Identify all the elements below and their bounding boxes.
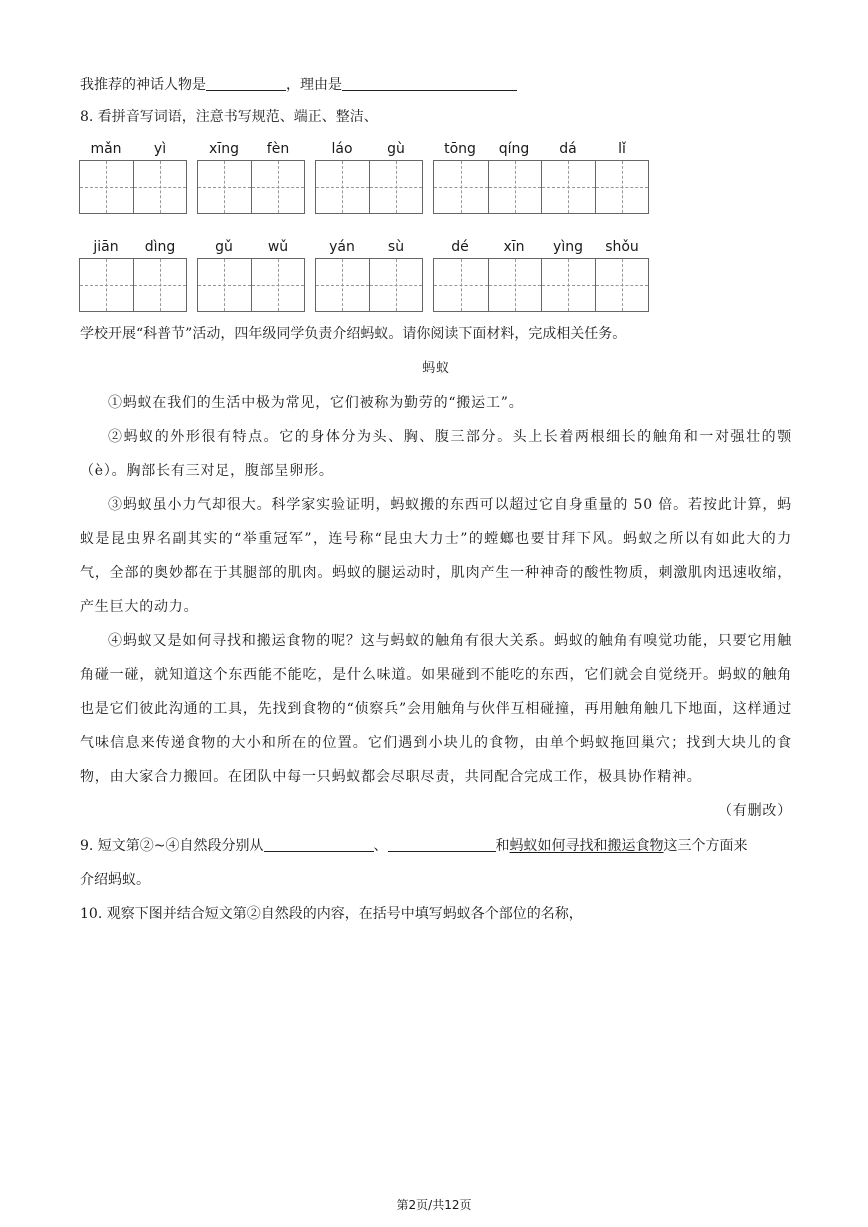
writing-cell[interactable] (541, 161, 595, 213)
q9-line-2: 介绍蚂蚁。 (80, 872, 150, 888)
pinyin: yì (153, 141, 167, 157)
writing-cell[interactable] (595, 161, 649, 213)
pinyin: dá (559, 141, 577, 157)
q9-part2: 和 (495, 838, 510, 854)
pinyin: xīng (209, 141, 239, 157)
pinyin: mǎn (90, 141, 122, 157)
pinyin: dìng (144, 239, 176, 255)
passage-paragraph-2: ②蚂蚁的外形很有特点。它的身体分为头、胸、腹三部分。头上长着两根细长的触角和一对强壮的颚（è）。胸部长有三对足，腹部呈卵形。 (80, 429, 792, 479)
writing-cell[interactable] (80, 161, 133, 213)
pinyin: gù (387, 141, 405, 157)
pinyin: tōng (444, 141, 476, 157)
writing-box-group (433, 258, 649, 312)
pinyin-row-1 (0, 141, 868, 161)
q9-underlined: 蚂蚁如何寻找和搬运食物 (509, 838, 664, 854)
passage-title: 蚂蚁 (422, 361, 450, 376)
pinyin: sù (387, 239, 405, 255)
writing-cell[interactable] (316, 161, 369, 213)
writing-cell[interactable] (434, 161, 488, 213)
writing-cell[interactable] (198, 259, 251, 311)
writing-box-group (197, 160, 305, 214)
writing-box-group (433, 160, 649, 214)
pinyin: yán (329, 239, 355, 255)
q9-part1: 9. 短文第②~④自然段分别从 (80, 838, 264, 854)
writing-cell[interactable] (488, 259, 542, 311)
writing-cell[interactable] (251, 259, 304, 311)
q9-line-1 (80, 837, 748, 855)
passage-paragraph-3: ③蚂蚁虽小力气却很大。科学家实验证明，蚂蚁搬的东西可以超过它自身重量的 50 倍。若按此计算，蚂蚁是昆虫界名副其实的“举重冠军”，连号称“昆虫大力士”的螳螂也要甘拜下风。蚂蚁之所以有如此大的力气，全部的奥妙都在于其腿部的肌肉。蚂蚁的腿运动时，肌肉产生一种神奇的酸性物质，刺激肌肉迅速收缩，产生巨大的动力。 (80, 497, 792, 615)
passage-paragraph-4: ④蚂蚁又是如何寻找和搬运食物的呢？这与蚂蚁的触角有很大关系。蚂蚁的触角有嗅觉功能，只要它用触角碰一碰，就知道这个东西能不能吃，是什么味道。如果碰到不能吃的东西，它们就会自觉绕开。蚂蚁的触角也是它们彼此沟通的工具，先找到食物的“侦察兵”会用触角与伙伴互相碰撞，再用触角触几下地面，这样通过气味信息来传递食物的大小和所在的位置。它们遇到小块儿的食物，由单个蚂蚁拖回巢穴；找到大块儿的食物，由大家合力搬回。在团队中每一只蚂蚁都会尽职尽责，共同配合完成工作，极具协作精神。 (80, 633, 792, 785)
recommend-blank-2[interactable] (342, 76, 517, 91)
page-footer: 第2页/共12页 (396, 1198, 472, 1212)
writing-cell[interactable] (369, 161, 422, 213)
recommend-middle: ，理由是 (286, 77, 342, 93)
passage-note: （有删改） (718, 803, 792, 819)
pinyin: fèn (266, 141, 290, 157)
writing-cell[interactable] (198, 161, 251, 213)
writing-box-group (315, 160, 423, 214)
writing-cell[interactable] (369, 259, 422, 311)
pinyin: dé (451, 239, 469, 255)
writing-cell[interactable] (434, 259, 488, 311)
q10-text: 10. 观察下图并结合短文第②自然段的内容，在括号中填写蚂蚁各个部位的名称， (80, 906, 583, 922)
pinyin: qíng (498, 141, 530, 157)
writing-cell[interactable] (133, 259, 186, 311)
writing-box-group (197, 258, 305, 312)
passage-paragraph-1: ①蚂蚁在我们的生活中极为常见，它们被称为勤劳的“搬运工”。 (108, 395, 524, 411)
pinyin: xīn (503, 239, 525, 255)
reading-intro: 学校开展“科普节”活动，四年级同学负责介绍蚂蚁。请你阅读下面材料，完成相关任务。 (80, 326, 627, 342)
q9-blank-1[interactable] (264, 837, 374, 852)
writing-cell[interactable] (541, 259, 595, 311)
writing-cell[interactable] (316, 259, 369, 311)
q9-blank-2[interactable] (388, 837, 496, 852)
writing-cell[interactable] (488, 161, 542, 213)
pinyin: láo (331, 141, 353, 157)
writing-cell[interactable] (80, 259, 133, 311)
recommend-line (80, 76, 517, 94)
writing-cell[interactable] (251, 161, 304, 213)
pinyin: yìng (553, 239, 583, 255)
pinyin: wǔ (267, 239, 289, 255)
writing-box-group (79, 258, 187, 312)
recommend-blank-1[interactable] (206, 76, 286, 91)
writing-box-group (315, 258, 423, 312)
pinyin: shǒu (605, 239, 639, 255)
pinyin: jiān (93, 239, 119, 255)
q9-part3: 这三个方面来 (663, 838, 748, 854)
writing-cell[interactable] (133, 161, 186, 213)
pinyin: lǐ (618, 141, 626, 157)
writing-cell[interactable] (595, 259, 649, 311)
recommend-prefix: 我推荐的神话人物是 (80, 77, 206, 93)
reading-passage (80, 352, 792, 828)
q8-text: 8. 看拼音写词语，注意书写规范、端正、整洁、 (80, 109, 378, 125)
writing-box-group (79, 160, 187, 214)
pinyin: gǔ (215, 239, 233, 255)
pinyin-row-2 (0, 239, 868, 259)
q9-sep: 、 (373, 838, 388, 854)
